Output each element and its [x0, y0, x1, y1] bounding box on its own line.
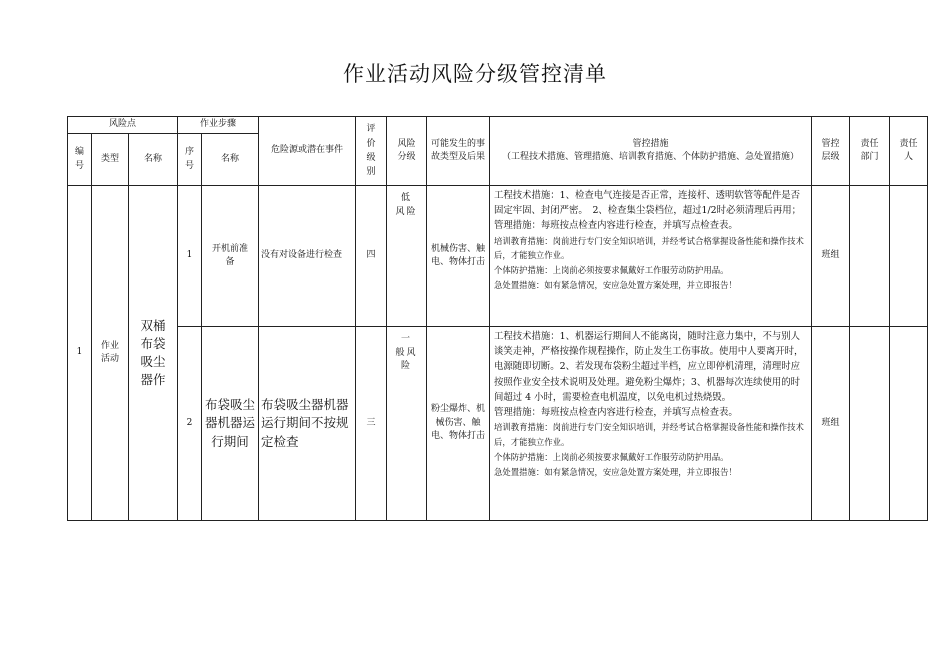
header-seq: 序号: [178, 134, 202, 186]
page-title: 作业活动风险分级管控清单: [343, 62, 607, 86]
header-hazard: 危险源或潜在事件: [259, 117, 356, 186]
row-step: 布袋吸尘器机器运行期间: [202, 327, 259, 521]
row-measures: [490, 186, 812, 327]
row-control-level: 班组: [812, 186, 850, 327]
row-risk: 低 风险: [387, 186, 427, 327]
row-accident: 机械伤害、触电、物体打击: [427, 186, 490, 327]
measure-emergency: 急处置措施：如有紧急情况，安应急处置方案处理，并立即报告！: [494, 279, 737, 290]
row-risk: 一 般风险: [387, 327, 427, 521]
header-accident: 可能发生的事故类型及后果: [427, 117, 490, 186]
header-eval-level: 评价级别: [356, 117, 387, 186]
header-step-name: 名称: [202, 134, 259, 186]
header-name: 名称: [129, 134, 178, 186]
group-type: 作业活动: [92, 186, 129, 521]
header-type: 类型: [92, 134, 129, 186]
measure-ppe: 个体防护措施：上岗前必须按要求佩戴好工作服劳动防护用品。: [494, 451, 729, 462]
row-hazard: 没有对设备进行检查: [259, 186, 356, 327]
measure-ppe: 个体防护措施：上岗前必须按要求佩戴好工作服劳动防护用品。: [494, 265, 729, 276]
risk-control-table: [67, 116, 928, 521]
header-person: 责任人: [890, 117, 928, 186]
measure-training: 培训教育措施：岗前进行专门安全知识培训，并经考试合格掌握设备性能和操作技术后，才能独立作业。: [494, 422, 804, 448]
row-person: [890, 186, 928, 327]
row-dept: [850, 327, 890, 521]
row-person: [890, 327, 928, 521]
row-seq: 1: [178, 186, 202, 327]
measure-emergency: 急处置措施：如有紧急情况，安应急处置方案处理，并立即报告！: [494, 466, 737, 477]
row-hazard: 布袋吸尘器机器运行期间不按规定检查: [259, 327, 356, 521]
measure-engineering: 工程技术措施：1、机器运行期间人不能离岗，随时注意力集中，不与别人谈笑走神，严格按操作规程操作，防止发生工伤事故。使用中人要离开时，电源随即切断。2、若发现布袋粉尘超过半档，应立即停机清理，清理时应按照作业安全技术说明及处理。避免粉尘爆炸；3、机器每次连续使用的时间超过 4 小时，需要检查电机温度，以免电机过热烧毁。: [494, 331, 804, 403]
header-dept: 责任部门: [850, 117, 890, 186]
table-row: [68, 327, 928, 521]
table-row: [68, 186, 928, 327]
row-step: 开机前准备: [202, 186, 259, 327]
group-no: 1: [68, 186, 92, 521]
header-measures: [490, 117, 812, 186]
header-risk-level: 风险分级: [387, 117, 427, 186]
row-eval: 四: [356, 186, 387, 327]
row-eval: 三: [356, 327, 387, 521]
measure-management: 管理措施：每班按点检查内容进行检查，并填写点检查表。: [494, 407, 738, 419]
header-measures-sub: （工程技术措施、管理措施、培训教育措施、个体防护措施、急处置措施）: [502, 152, 800, 162]
row-accident: 粉尘爆炸、机械伤害、触电、物体打击: [427, 327, 490, 521]
row-measures: [490, 327, 812, 521]
group-name: 双桶布袋吸尘器作: [129, 186, 178, 521]
measure-training: 培训教育措施：岗前进行专门安全知识培训，并经考试合格掌握设备性能和操作技术后，才能独立作业。: [494, 235, 804, 261]
row-seq: 2: [178, 327, 202, 521]
measure-engineering: 工程技术措施：1、检查电气连接是否正常，连接杆、透明软管等配件是否固定牢固、封闭严密。 2、检查集尘袋档位，超过1/2时必须清理后再用；: [494, 190, 802, 217]
header-measures-title: 管控措施: [632, 138, 669, 149]
header-control-level: 管控层级: [812, 117, 850, 186]
measure-management: 管理措施：每班按点检查内容进行检查，并填写点检查表。: [494, 220, 738, 232]
row-dept: [850, 186, 890, 327]
header-no: 编号: [68, 134, 92, 186]
header-work-step: 作业步骤: [178, 117, 259, 134]
row-control-level: 班组: [812, 327, 850, 521]
header-risk-point: 风险点: [68, 117, 178, 134]
